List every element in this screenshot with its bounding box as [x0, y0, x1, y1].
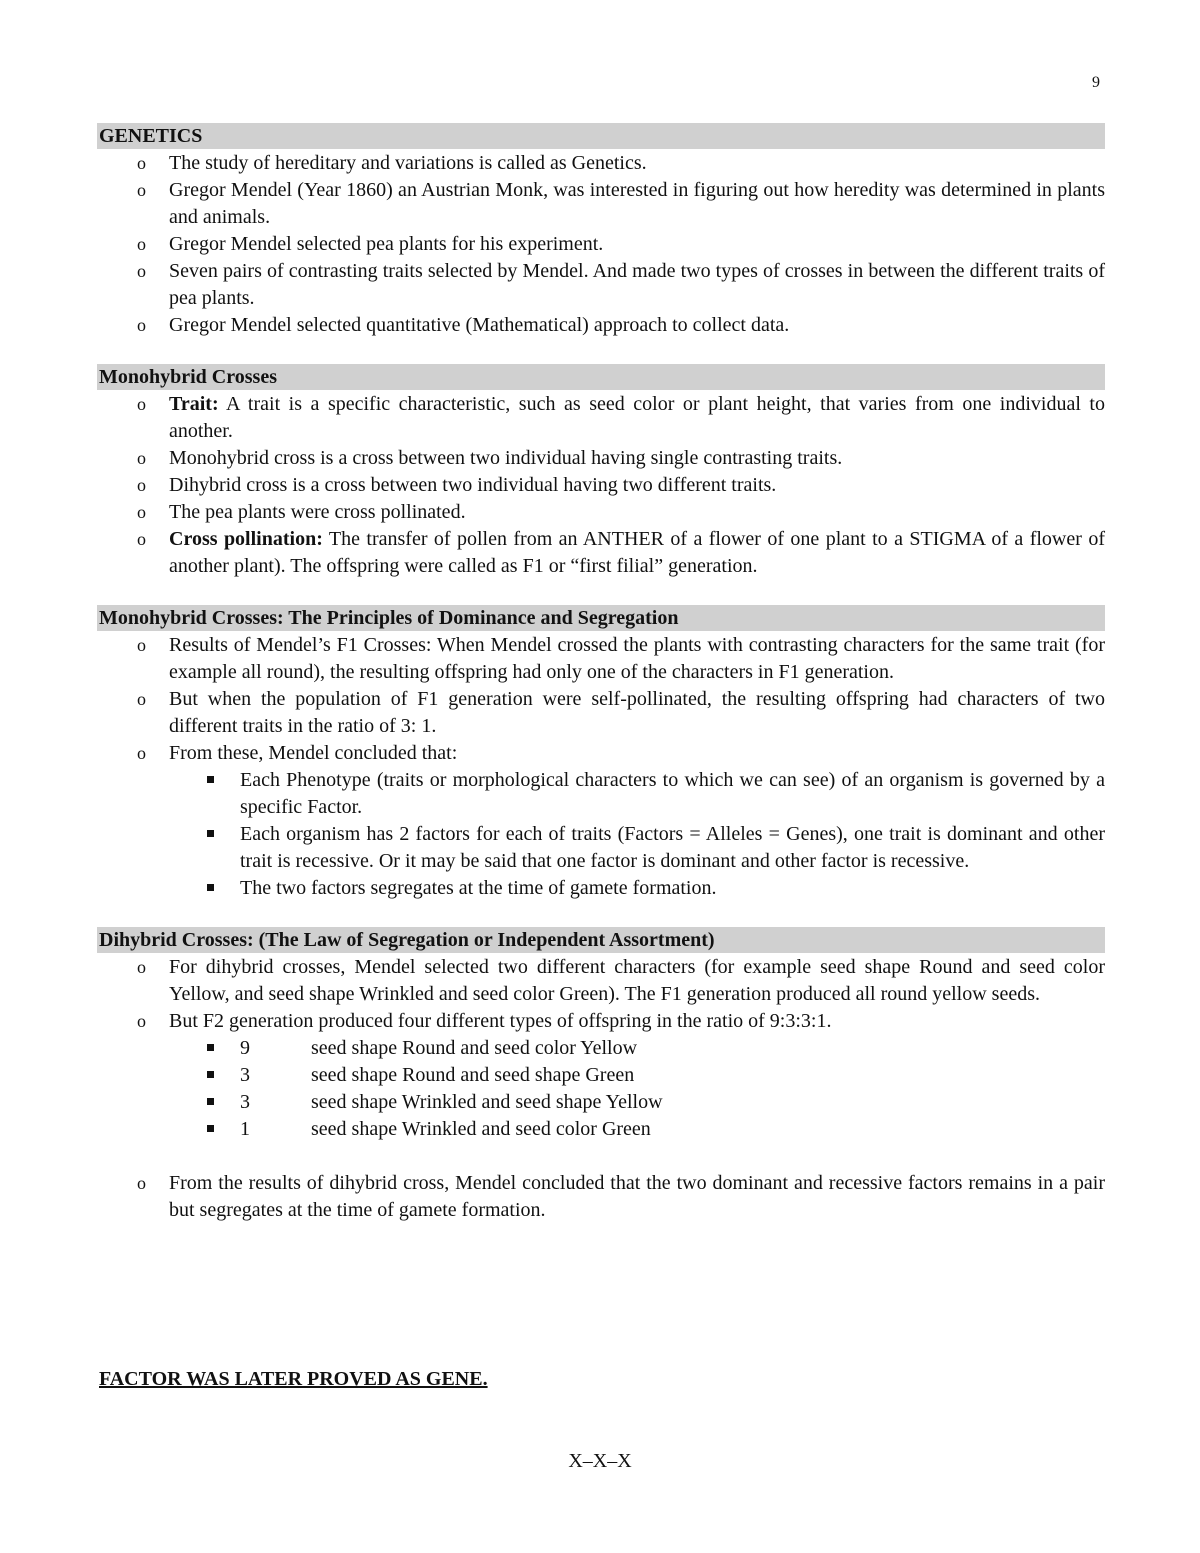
ratio-count: 3 — [240, 1064, 250, 1086]
list-item: o Results of Mendel’s F1 Crosses: When Mendel crossed the plants with contrasting characters for the same trait (for example all round), the resulting offspring had only one of the characters in F1 generation. — [97, 632, 1105, 686]
bullet-list — [97, 150, 1105, 339]
page-number: 9 — [1092, 74, 1100, 91]
ratio-row — [169, 1089, 1105, 1116]
ratio-list — [169, 1035, 1105, 1143]
section-title: Monohybrid Crosses — [97, 364, 1105, 390]
list-item: o Gregor Mendel (Year 1860) an Austrian Monk, was interested in figuring out how heredity was determined in plants and animals. — [97, 177, 1105, 231]
bullet-list — [97, 632, 1105, 902]
end-mark: X–X–X — [568, 1450, 632, 1472]
section-title: GENETICS — [97, 123, 1105, 149]
list-item-ratio — [97, 1008, 1105, 1143]
ratio-count: 3 — [240, 1091, 250, 1113]
term-cross-pollination: Cross pollination: — [169, 528, 323, 550]
ratio-text: seed shape Round and seed shape Green — [311, 1064, 635, 1086]
footer-note: FACTOR WAS LATER PROVED AS GENE. — [99, 1368, 488, 1390]
list-item: o Gregor Mendel selected pea plants for his experiment. — [97, 231, 1105, 258]
definition-trait: A trait is a specific characteristic, such as seed color or plant height, that varies from one individual to another. — [169, 393, 1105, 442]
list-item-conclusions — [97, 740, 1105, 902]
bullet-list — [97, 954, 1105, 1224]
sub-bullet-list — [169, 767, 1105, 902]
list-item-cross-pollination — [97, 526, 1105, 580]
section-genetics — [97, 123, 1105, 339]
list-item: o The study of hereditary and variations is called as Genetics. — [97, 150, 1105, 177]
list-item-trait — [97, 391, 1105, 445]
sub-list-item: Each organism has 2 factors for each of traits (Factors = Alleles = Genes), one trait is dominant and other trait is recessive. Or it may be said that one factor is dominant and other factor is recessive. — [169, 821, 1105, 875]
list-item-conclusion: o From the results of dihybrid cross, Mendel concluded that the two dominant and recessive factors remains in a pair but segregates at the time of gamete formation. — [97, 1170, 1105, 1224]
list-item: o Seven pairs of contrasting traits selected by Mendel. And made two types of crosses in between the different traits of pea plants. — [97, 258, 1105, 312]
section-title: Dihybrid Crosses: (The Law of Segregation or Independent Assortment) — [97, 927, 1105, 953]
definition-cross-pollination: The transfer of pollen from an ANTHER of a flower of one plant to a STIGMA of a flower of another plant). The offspring were called as F1 or “first filial” generation. — [169, 528, 1105, 577]
ratio-count: 1 — [240, 1118, 250, 1140]
sub-list-item: The two factors segregates at the time of gamete formation. — [169, 875, 1105, 902]
ratio-row — [169, 1116, 1105, 1143]
list-item: o Monohybrid cross is a cross between two individual having single contrasting traits. — [97, 445, 1105, 472]
section-monohybrid-crosses — [97, 364, 1105, 580]
bullet-list — [97, 391, 1105, 580]
list-item: o But when the population of F1 generation were self-pollinated, the resulting offspring had characters of two different traits in the ratio of 3: 1. — [97, 686, 1105, 740]
sub-list-item: Each Phenotype (traits or morphological characters to which we can see) of an organism is governed by a specific Factor. — [169, 767, 1105, 821]
ratio-text: seed shape Round and seed color Yellow — [311, 1037, 638, 1059]
list-item: o For dihybrid crosses, Mendel selected two different characters (for example seed shape Round and seed color Yellow, and seed shape Wrinkled and seed color Green). The F1 generation produced all round yellow seeds. — [97, 954, 1105, 1008]
term-trait: Trait: — [169, 393, 219, 415]
section-dihybrid-crosses — [97, 927, 1105, 1224]
list-item: o The pea plants were cross pollinated. — [97, 499, 1105, 526]
ratio-text: seed shape Wrinkled and seed color Green — [311, 1118, 651, 1140]
ratio-text: seed shape Wrinkled and seed shape Yellow — [311, 1091, 663, 1113]
ratio-count: 9 — [240, 1037, 250, 1059]
section-title: Monohybrid Crosses: The Principles of Dominance and Segregation — [97, 605, 1105, 631]
ratio-row — [169, 1035, 1105, 1062]
ratio-row — [169, 1062, 1105, 1089]
document-body — [97, 123, 1105, 1249]
list-item-text: But F2 generation produced four different types of offspring in the ratio of 9:3:3:1. — [169, 1010, 832, 1032]
list-item: o Dihybrid cross is a cross between two individual having two different traits. — [97, 472, 1105, 499]
list-item-text: From these, Mendel concluded that: — [169, 742, 458, 764]
list-item: o Gregor Mendel selected quantitative (Mathematical) approach to collect data. — [97, 312, 1105, 339]
section-dominance-segregation — [97, 605, 1105, 902]
